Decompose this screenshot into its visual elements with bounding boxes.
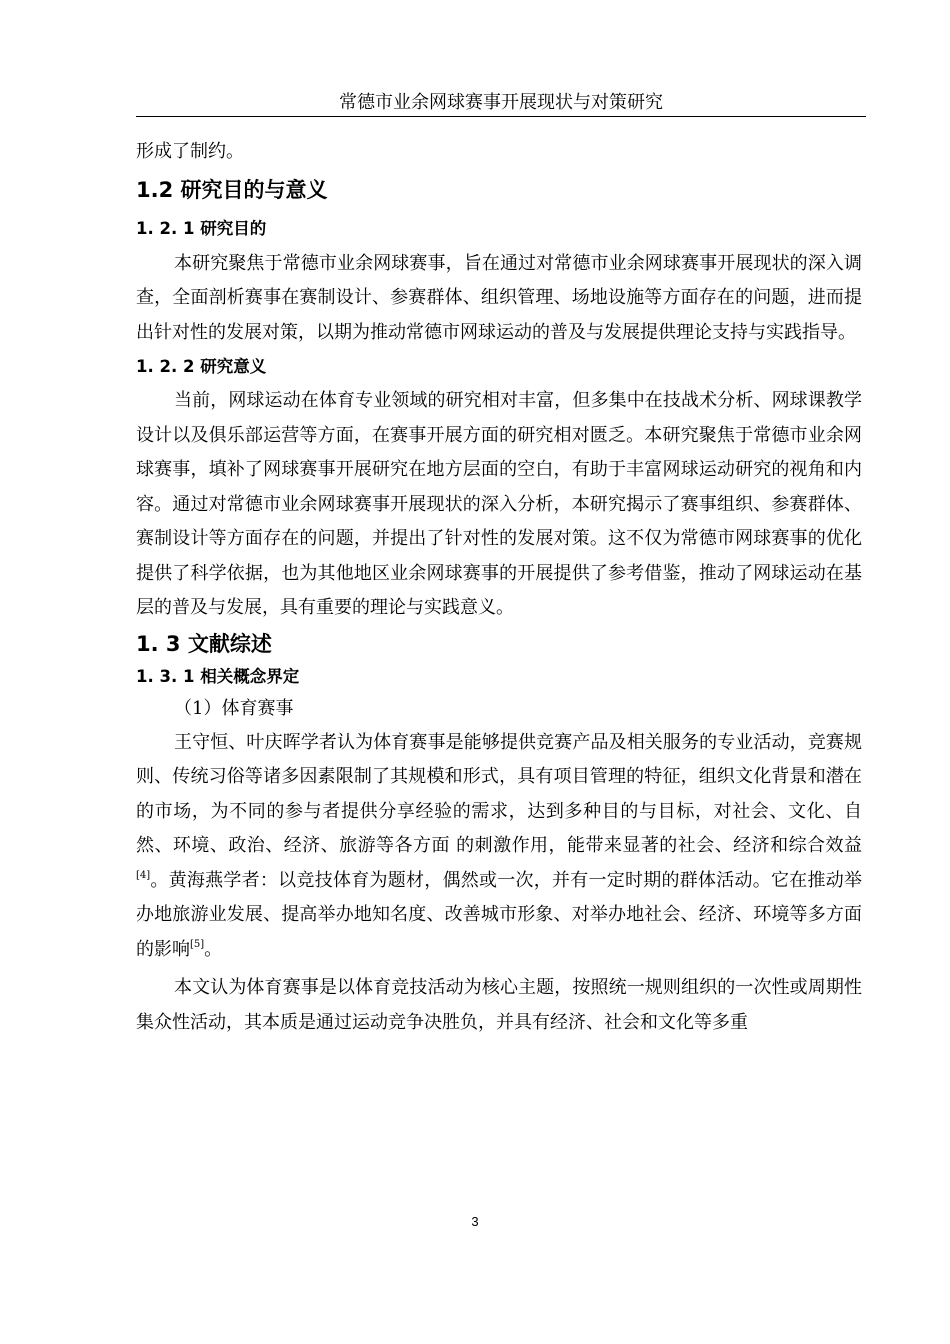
- section-heading-1-2: 1.2 研究目的与意义: [136, 177, 328, 202]
- subsection-heading-1-2-1: 1. 2. 1 研究目的: [136, 218, 267, 238]
- paragraph-sports-event-definitions: [136, 726, 862, 968]
- paragraph-continuation: 形成了制约。: [136, 141, 244, 162]
- header-rule: [136, 116, 866, 117]
- subsection-heading-1-3-1: 1. 3. 1 相关概念界定: [136, 666, 300, 686]
- paragraph-research-significance: 当前，网球运动在体育专业领域的研究相对丰富，但多集中在技战术分析、网球课教学设计以及俱乐部运营等方面，在赛事开展方面的研究相对匮乏。本研究聚焦于常德市业余网球赛事，填补了网球赛事开展研究在地方层面的空白，有助于丰富网球运动研究的视角和内容。通过对常德市业余网球赛事开展现状的深入分析，本研究揭示了赛事组织、参赛群体、赛制设计等方面存在的问题，并提出了针对性的发展对策。这不仅为常德市网球赛事的优化提供了科学依据，也为其他地区业余网球赛事的开展提供了参考借鉴，推动了网球运动在基层的普及与发展，具有重要的理论与实践意义。: [136, 390, 862, 618]
- page-number: 3: [471, 1214, 479, 1229]
- citation-5: [5]: [190, 938, 205, 950]
- page-body: [136, 135, 862, 1040]
- paragraph-author-definition: 本文认为体育赛事是以体育竞技活动为核心主题，按照统一规则组织的一次性或周期性集众性活动，其本质是通过运动竞争决胜负，并具有经济、社会和文化等多重: [136, 977, 862, 1033]
- section-heading-1-3: 1. 3 文献综述: [136, 631, 272, 656]
- paragraph-text: 。: [204, 938, 223, 960]
- paragraph-text: 王守恒、叶庆晖学者认为体育赛事是能够提供竞赛产品及相关服务的专业活动，竞赛规则、传统习俗等诸多因素限制了其规模和形式，具有项目管理的特征，组织文化背景和潜在的市场，为不同的参与者提供分享经验的需求，达到多种目的与目标，对社会、文化、自然、环境、政治、经济、旅游等各方面 的刺激作用，能带来显著的社会、经济和综合效益: [136, 731, 862, 856]
- paragraph-research-purpose: 本研究聚焦于常德市业余网球赛事，旨在通过对常德市业余网球赛事开展现状的深入调查，全面剖析赛事在赛制设计、参赛群体、组织管理、场地设施等方面存在的问题，进而提出针对性的发展对策，以期为推动常德市网球运动的普及与发展提供理论支持与实践指导。: [136, 252, 862, 343]
- subheading-sports-event: （1）体育赛事: [174, 697, 294, 719]
- subsection-heading-1-2-2: 1. 2. 2 研究意义: [136, 357, 267, 376]
- running-header: 常德市业余网球赛事开展现状与对策研究: [339, 92, 663, 113]
- paragraph-text: 。黄海燕学者：以竞技体育为题材，偶然或一次，并有一定时期的群体活动。它在推动举办地旅游业发展、提高举办地知名度、改善城市形象、对举办地社会、经济、环境等多方面的影响: [136, 869, 862, 960]
- citation-4: [4]: [136, 869, 151, 881]
